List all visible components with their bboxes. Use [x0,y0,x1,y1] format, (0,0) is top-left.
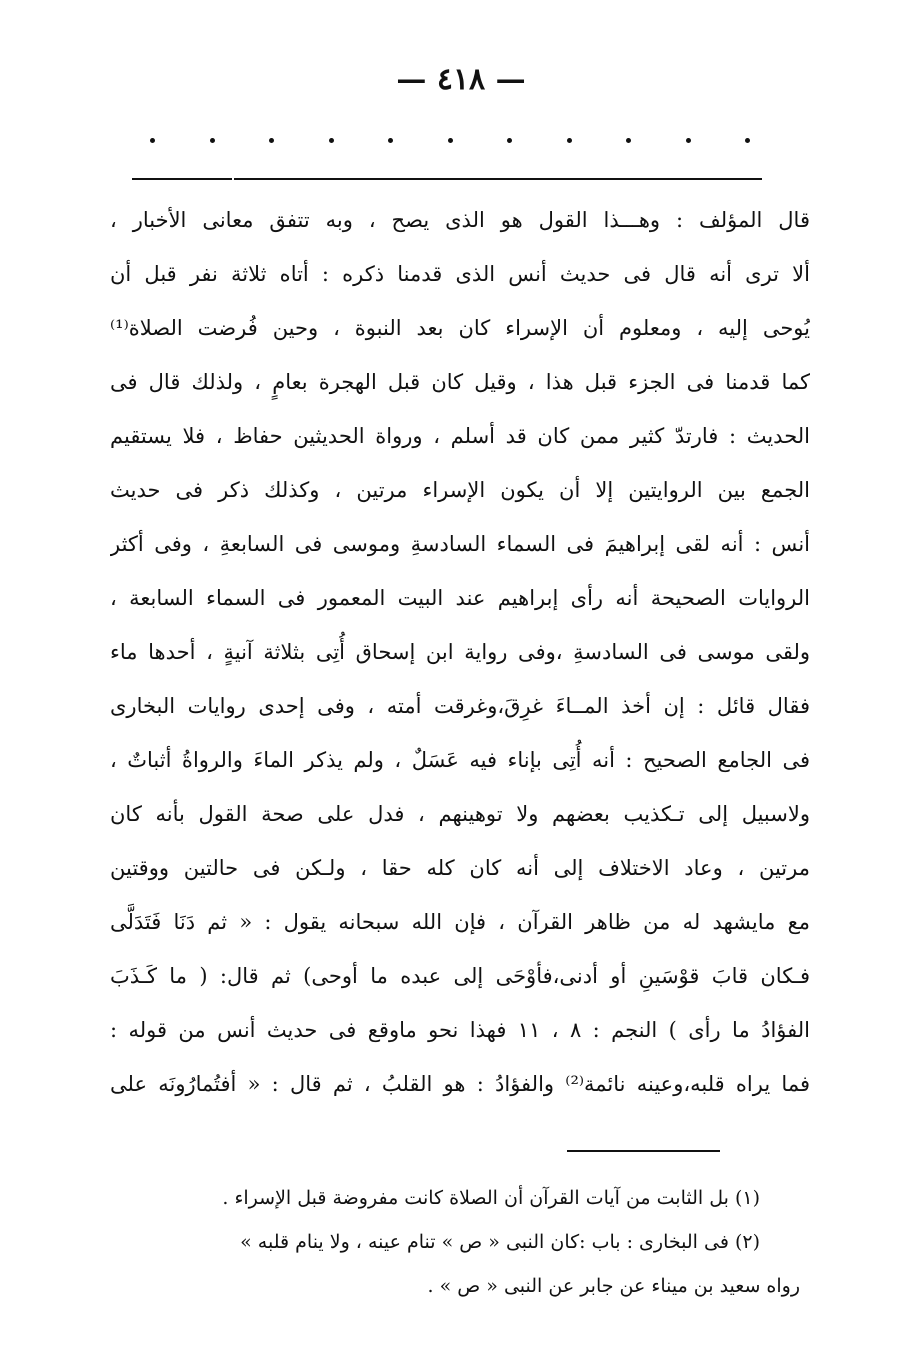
ellipsis-dot [567,138,572,143]
ellipsis-dots [150,138,750,143]
ellipsis-dot [269,138,274,143]
ellipsis-dot [507,138,512,143]
body-text [110,193,810,1111]
body-line: الروايات الصحيحة أنه رأى إبراهيم عند البيت المعمور فى السماء السابعة ، [110,586,810,610]
body-line: الفؤادُ ما رأى ) النجم : ٨ ، ١١ فهذا نحو ماوقع فى حديث أنس من قوله : [110,1018,810,1042]
ellipsis-dot [745,138,750,143]
ellipsis-dot [150,138,155,143]
ellipsis-dot [626,138,631,143]
body-line: كما قدمنا فى الجزء قبل هذا ، وقيل كان قبل الهجرة بعامٍ ، ولذلك قال فى [110,370,810,394]
body-line: قال المؤلف : وهـــذا القول هو الذى يصح ، وبه تتفق معانى الأخبار ، [110,208,810,232]
footnotes [140,1176,800,1308]
body-line: الحديث : فارتدّ كثير ممن كان قد أسلم ، ورواة الحديثين حفاظ ، فلا يستقيم [110,424,810,448]
page-number: — ٤١٨ — [396,62,526,97]
footnote-divider [567,1150,720,1152]
ellipsis-dot [448,138,453,143]
ellipsis-dot [388,138,393,143]
footnote-1: (١) بل الثابت من آيات القرآن أن الصلاة كانت مفروضة قبل الإسراء . [222,1187,760,1209]
body-line: فما يراه قلبه،وعينه نائمة⁽²⁾ والفؤادُ : هو القلبُ ، ثم قال : « أفتُمارُونَه على [110,1072,810,1096]
body-line: فـكان قابَ قوْسَينِ أو أدنى،فأوْحَى إلى عبده ما أوحى) ثم قال: ( ما كَـذَبَ [110,964,810,988]
footnote-2-continuation: رواه سعيد بن ميناء عن جابر عن النبى « ص » . [427,1275,800,1297]
body-line: الجمع بين الروايتين إلا أن يكون الإسراء مرتين ، وكذلك ذكر فى حديث [110,478,810,502]
body-line: يُوحى إليه ، ومعلوم أن الإسراء كان بعد النبوة ، وحين فُرضت الصلاة⁽¹⁾ [110,316,810,340]
section-divider-short [132,178,232,180]
body-line: فقال قائل : إن أخذ المــاءَ غرِقَ،وغرقت أمته ، وفى إحدى روايات البخارى [110,694,810,718]
footnote-2: (٢) فى البخارى : باب :كان النبى « ص » تنام عينه ، ولا ينام قلبه » [240,1231,760,1253]
body-line: ألا ترى أنه قال فى حديث أنس الذى قدمنا ذكره : أتاه ثلاثة نفر قبل أن [110,262,810,286]
section-divider [234,178,762,180]
body-line: مرتين ، وعاد الاختلاف إلى أنه كان كله حقا ، ولـكن فى حالتين ووقتين [110,856,810,880]
ellipsis-dot [329,138,334,143]
body-line: أنس : أنه لقى إبراهيمَ فى السماء السادسةِ وموسى فى السابعةِ ، وفى أكثر [110,532,810,556]
body-line: ولقى موسى فى السادسةِ ،وفى رواية ابن إسحاق أُتِى بثلاثة آنيةٍ ، أحدها ماء [110,640,810,664]
ellipsis-dot [210,138,215,143]
body-line: ولاسبيل إلى تـكذيب بعضهم ولا توهينهم ، فدل على صحة القول بأنه كان [110,802,810,826]
body-line: مع مايشهد له من ظاهر القرآن ، فإن الله سبحانه يقول : « ثم دَنَا فَتَدَلَّى [110,910,810,934]
ellipsis-dot [686,138,691,143]
body-line: فى الجامع الصحيح : أنه أُتِى بإناء فيه عَسَلٌ ، ولم يذكر الماءَ والرواةُ أثباتٌ ، [110,748,810,772]
